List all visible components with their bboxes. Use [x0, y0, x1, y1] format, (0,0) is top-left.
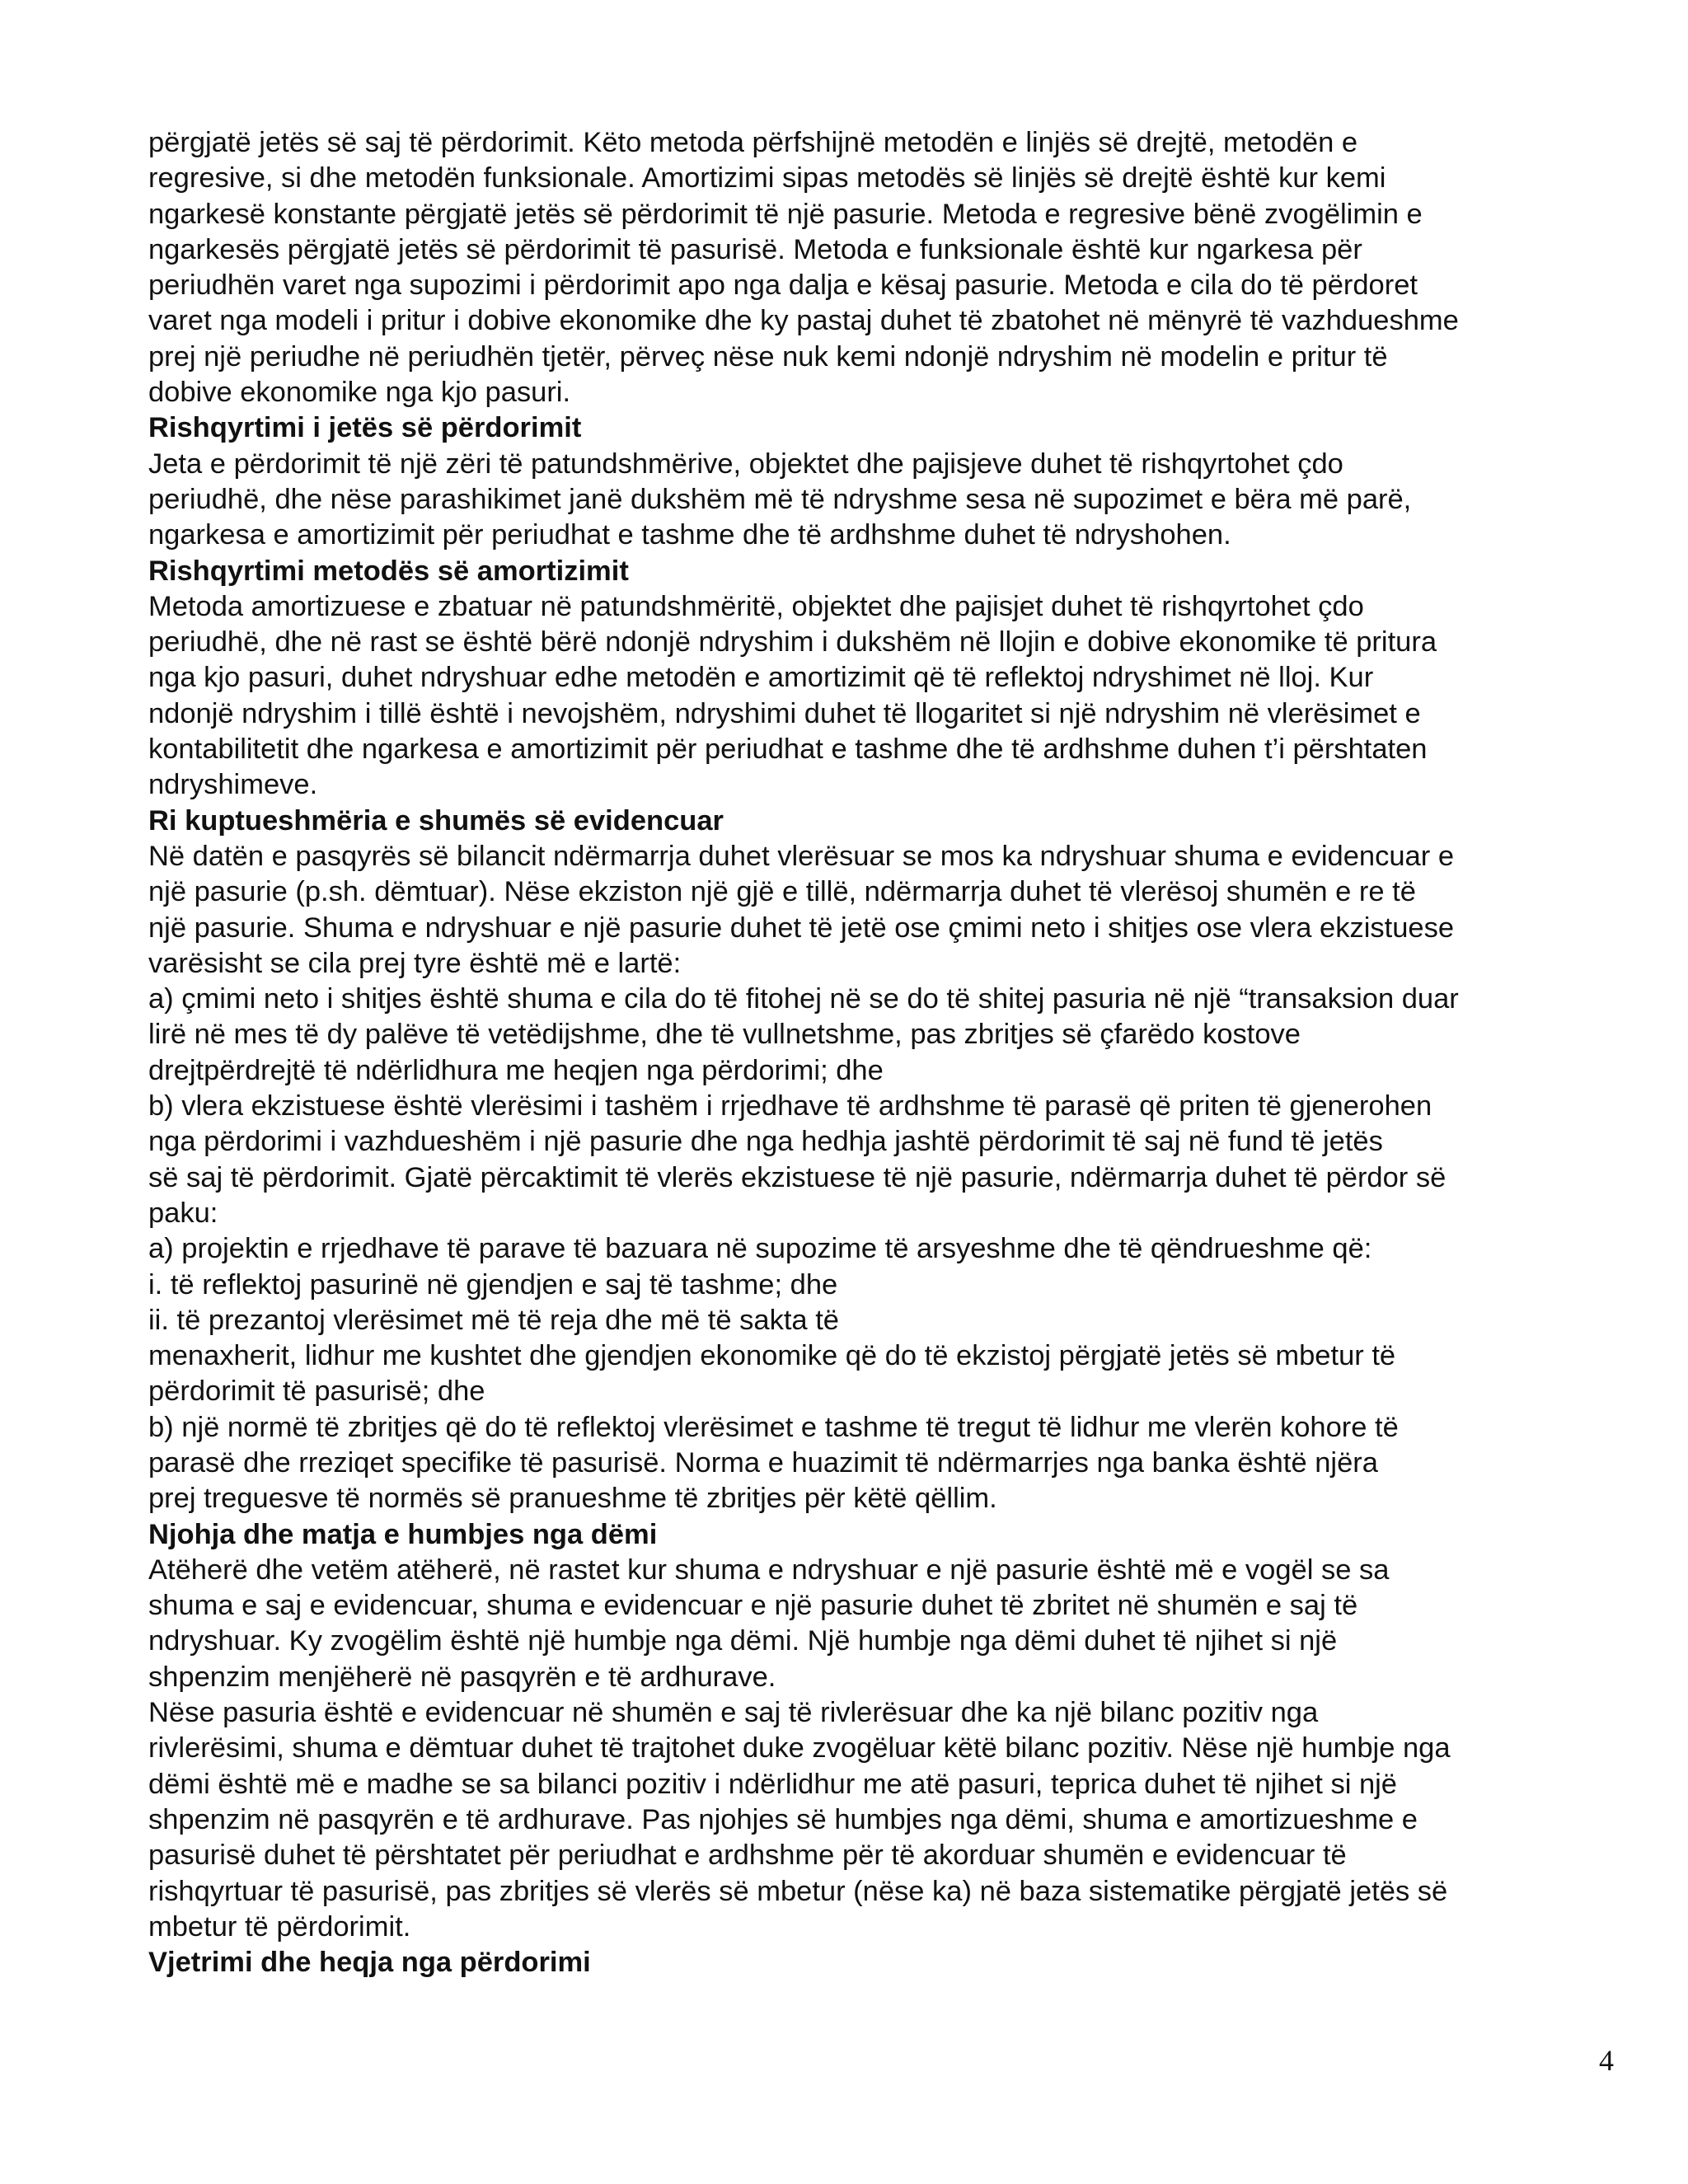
text-line: dëmi është më e madhe se sa bilanci pozitiv i ndërlidhur me atë pasuri, teprica duhet të njihet si një: [148, 1768, 1397, 1800]
section-heading: Rishqyrtimi i jetës së përdorimit: [148, 412, 582, 444]
text-line: mbetur të përdorimit.: [148, 1910, 411, 1943]
text-line: prej një periudhe në periudhën tjetër, përveç nëse nuk kemi ndonjë ndryshim në modelin e pritur të: [148, 340, 1388, 373]
text-line: kontabilitetit dhe ngarkesa e amortizimit për periudhat e tashme dhe të ardhshme duhen t’i përshtaten: [148, 733, 1428, 766]
text-line: pasurisë duhet të përshtatet për periudhat e ardhshme për të akorduar shumën e evidencuar të: [148, 1840, 1347, 1872]
text-line: varësisht se cila prej tyre është më e lartë:: [148, 947, 682, 979]
text-line: periudhën varet nga supozimi i përdorimit apo nga dalja e kësaj pasurie. Metoda e cila do të përdoret: [148, 269, 1418, 302]
text-line: prej treguesve të normës së pranueshme të zbritjes për këtë qëllim.: [148, 1483, 997, 1515]
text-line: ngarkesë konstante përgjatë jetës së përdorimit të një pasurie. Metoda e regresive bënë zvogëlimin e: [148, 198, 1423, 230]
text-line: periudhë, dhe në rast se është bërë ndonjë ndryshim i dukshëm në llojin e dobive ekonomike të pritura: [148, 626, 1437, 658]
text-line: Nëse pasuria është e evidencuar në shumën e saj të rivlerësuar dhe ka një bilanc pozitiv nga: [148, 1697, 1319, 1729]
text-line: një pasurie. Shuma e ndryshuar e një pasurie duhet të jetë ose çmimi neto i shitjes ose vlera ekzistuese: [148, 912, 1455, 944]
text-line: ndonjë ndryshim i tillë është i nevojshëm, ndryshimi duhet të llogaritet si një ndryshim në vlerësimet e: [148, 697, 1421, 729]
text-line: Në datën e pasqyrës së bilancit ndërmarrja duhet vlerësuar se mos ka ndryshuar shuma e evidencuar e: [148, 840, 1455, 872]
section-heading: Rishqyrtimi metodës së amortizimit: [148, 555, 629, 587]
text-line: drejtpërdrejtë të ndërlidhura me heqjen nga përdorimi; dhe: [148, 1054, 884, 1086]
text-line: ngarkesa e amortizimit për periudhat e tashme dhe të ardhshme duhet të ndryshohen.: [148, 519, 1231, 551]
text-line: periudhë, dhe nëse parashikimet janë dukshëm më të ndryshme sesa në supozimet e bëra më parë,: [148, 483, 1412, 515]
text-line: b) një normë të zbritjes që do të reflektoj vlerësimet e tashme të tregut të lidhur me vlerën kohore të: [148, 1411, 1399, 1443]
text-line: varet nga modeli i pritur i dobive ekonomike dhe ky pastaj duhet të zbatohet në mënyrë të vazhdueshme: [148, 305, 1459, 337]
text-line: nga kjo pasuri, duhet ndryshuar edhe metodën e amortizimit që të reflektoj ndryshimet në lloj. Kur: [148, 662, 1374, 694]
text-line: Atëherë dhe vetëm atëherë, në rastet kur shuma e ndryshuar e një pasurie është më e vogël se sa: [148, 1554, 1390, 1586]
text-line: ii. të prezantoj vlerësimet më të reja dhe më të sakta të: [148, 1304, 839, 1336]
text-line: b) vlera ekzistuese është vlerësimi i tashëm i rrjedhave të ardhshme të parasë që priten të gjenerohen: [148, 1090, 1432, 1122]
text-line: Metoda amortizuese e zbatuar në patundshmëritë, objektet dhe pajisjet duhet të rishqyrtohet çdo: [148, 590, 1364, 622]
text-line: parasë dhe rreziqet specifike të pasurisë. Norma e huazimit të ndërmarrjes nga banka është njëra: [148, 1446, 1378, 1479]
text-line: dobive ekonomike nga kjo pasuri.: [148, 377, 571, 409]
text-line: i. të reflektoj pasurinë në gjendjen e saj të tashme; dhe: [148, 1268, 838, 1301]
text-line: përdorimit të pasurisë; dhe: [148, 1376, 485, 1408]
text-line: regresive, si dhe metodën funksionale. Amortizimi sipas metodës së linjës së drejtë është kur kemi: [148, 162, 1386, 194]
text-line: shpenzim në pasqyrën e të ardhurave. Pas njohjes së humbjes nga dëmi, shuma e amortizueshme e: [148, 1803, 1418, 1835]
text-line: rivlerësimi, shuma e dëmtuar duhet të trajtohet duke zvogëluar këtë bilanc pozitiv. Nëse një humbje nga: [148, 1732, 1451, 1765]
text-line: a) çmimi neto i shitjes është shuma e cila do të fitohej në se do të shitej pasuria në një “transaksion duar: [148, 983, 1459, 1015]
text-line: ndryshuar. Ky zvogëlim është një humbje nga dëmi. Një humbje nga dëmi duhet të njihet si një: [148, 1625, 1338, 1657]
text-line: menaxherit, lidhur me kushtet dhe gjendjen ekonomike që do të ekzistoj përgjatë jetës së mbetur të: [148, 1340, 1396, 1372]
text-line: Jeta e përdorimit të një zëri të patundshmërive, objektet dhe pajisjeve duhet të rishqyrtohet çdo: [148, 448, 1343, 480]
text-line: paku:: [148, 1197, 218, 1229]
document-body: [148, 125, 1615, 1980]
text-line: ngarkesës përgjatë jetës së përdorimit të pasurisë. Metoda e funksionale është kur ngarkesa për: [148, 233, 1362, 265]
text-line: lirë në mes të dy palëve të vetëdijshme, dhe të vullnetshme, pas zbritjes së çfarëdo kostove: [148, 1019, 1301, 1051]
text-line: përgjatë jetës së saj të përdorimit. Këto metoda përfshijnë metodën e linjës së drejtë, metodën e: [148, 127, 1358, 158]
page-number: 4: [1599, 2044, 1614, 2077]
text-line: shuma e saj e evidencuar, shuma e evidencuar e një pasurie duhet të zbritet në shumën e saj të: [148, 1590, 1358, 1622]
text-line: shpenzim menjëherë në pasqyrën e të ardhurave.: [148, 1661, 776, 1693]
text-line: ndryshimeve.: [148, 769, 318, 801]
text-line: një pasurie (p.sh. dëmtuar). Nëse ekziston një gjë e tillë, ndërmarrja duhet të vlerësoj shumën e re të: [148, 876, 1416, 908]
text-line: së saj të përdorimit. Gjatë përcaktimit të vlerës ekzistuese të një pasurie, ndërmarrja duhet të përdor së: [148, 1161, 1447, 1193]
text-line: a) projektin e rrjedhave të parave të bazuara në supozime të arsyeshme dhe të qëndrueshme që:: [148, 1233, 1372, 1265]
section-heading: Njohja dhe matja e humbjes nga dëmi: [148, 1518, 658, 1550]
text-line: rishqyrtuar të pasurisë, pas zbritjes së vlerës së mbetur (nëse ka) në baza sistematike përgjatë jetës së: [148, 1875, 1448, 1907]
section-heading: Ri kuptueshmëria e shumës së evidencuar: [148, 804, 724, 837]
section-heading: Vjetrimi dhe heqja nga përdorimi: [148, 1947, 591, 1979]
text-line: nga përdorimi i vazhdueshëm i një pasurie dhe nga hedhja jashtë përdorimit të saj në fund të jetës: [148, 1126, 1383, 1158]
